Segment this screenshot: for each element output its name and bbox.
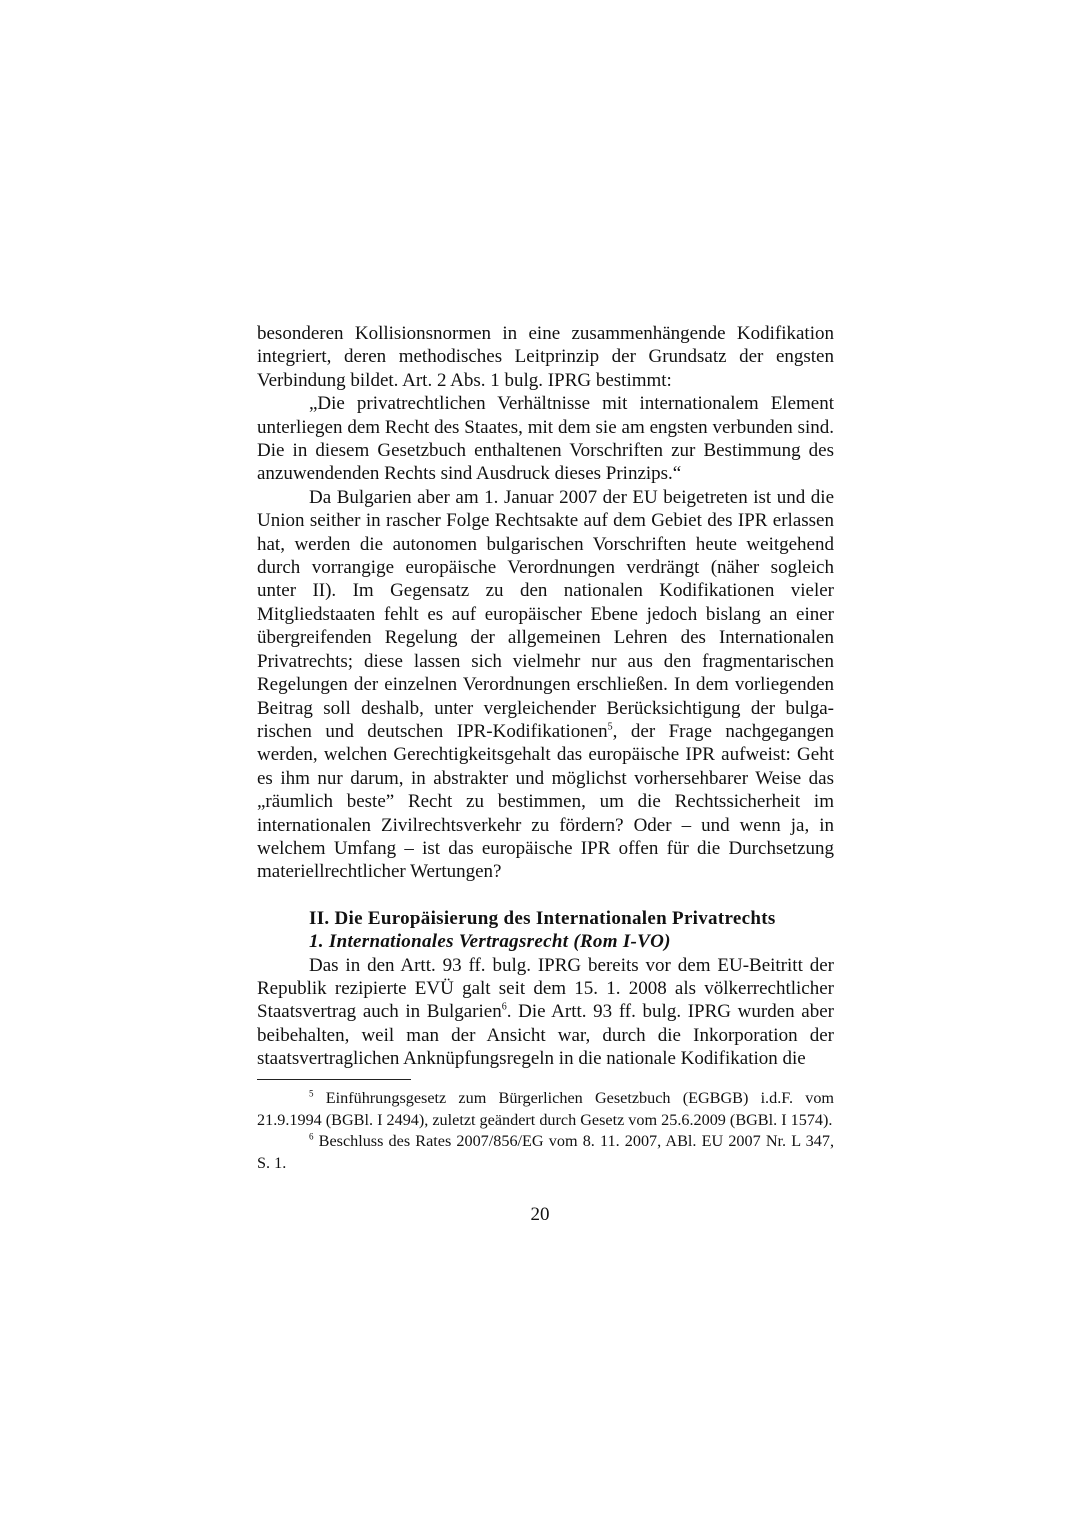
section-heading: II. Die Europäisierung des Internationalen Privatrechts bbox=[309, 907, 776, 929]
paragraph-eu-accession bbox=[257, 486, 834, 884]
footnote-5-text: Einführungsgesetz zum Bürgerlichen Gesetzbuch (EGBGB) i.d.F. vom 21.9.1994 (BGBl. I 2494), zuletzt geändert durch Gesetz vom 25.6.2009 (BGBl. I 1574). bbox=[257, 1089, 835, 1129]
subsection-heading: 1. Internationales Vertragsrecht (Rom I-VO) bbox=[309, 931, 671, 953]
paragraph-eu-accession-part2: , der Frage nachgegangen werden, welchen Gerechtigkeitsgehalt das europäische IPR aufweist: Geht es ihm nur darum, in abstrakter und möglichst vorhersehbarer Weise das „räumlich beste” Recht zu bestimmen, um die Rechtssicherheit im internationalen Zivilrechtsverkehr zu fördern? Oder – und wenn ja, in welchem Umfang – ist das europäische IPR offen für die Durchsetzung materiellrechtlicher Wertungen? bbox=[257, 720, 835, 883]
paragraph-contract-law-part1: Das in den Artt. 93 ff. bulg. IPRG bereits vor dem EU-Beitritt der Republik rezipierte EVÜ galt seit dem 15. 1. 2008 als völkerrechtlicher Staatsvertrag auch in Bulgarien bbox=[257, 954, 834, 1023]
paragraph-contract-law bbox=[257, 954, 834, 1071]
paragraph-contract-law-part2: . Die Artt. 93 ff. bulg. IPRG wurden aber beibehalten, weil man der Ansicht war, durch die Inkorporation der staatsvertraglichen Anknüpfungsregeln in die nationale Kodifikation die bbox=[257, 1001, 834, 1070]
quotation-paragraph: „Die privatrechtlichen Verhältnisse mit internationalem Element unterliegen dem Recht des Staates, mit dem sie am engsten verbunden sind. Die in diesem Gesetzbuch enthaltenen Vorschriften zur Bestimmung des anzuwendenden Rechts sind Ausdruck dieses Prinzips.“ bbox=[257, 393, 834, 485]
footnote-ref-5[interactable]: 5 bbox=[607, 721, 613, 733]
footnotes bbox=[257, 1088, 834, 1174]
page-number: 20 bbox=[530, 1204, 550, 1225]
footnote-5 bbox=[257, 1088, 834, 1131]
footnote-separator bbox=[257, 1079, 411, 1080]
footnote-marker-6: 6 bbox=[309, 1131, 314, 1142]
footnote-ref-6[interactable]: 6 bbox=[501, 1002, 507, 1014]
footnote-6 bbox=[257, 1131, 834, 1174]
main-text-block bbox=[257, 322, 834, 1071]
footnote-marker-5: 5 bbox=[309, 1088, 314, 1099]
footnote-6-text: Beschluss des Rates 2007/856/EG vom 8. 11. 2007, ABl. EU 2007 Nr. L 347, S. 1. bbox=[257, 1132, 835, 1172]
paragraph-intro: besonderen Kollisionsnormen in eine zusammenhängende Kodifikation integriert, deren methodisches Leitprinzip der Grundsatz der engsten Verbindung bildet. Art. 2 Abs. 1 bulg. IPRG bestimmt: bbox=[257, 323, 834, 391]
paragraph-eu-accession-part1: Da Bulgarien aber am 1. Januar 2007 der EU beigetreten ist und die Union seither in rascher Folge Rechtsakte auf dem Gebiet des IPR erlassen hat, werden die autonomen bulgarischen Vorschriften heute weitgehend durch vorrangige europäische Verordnungen verdrängt (näher sogleich unter II). Im Gegensatz zu den nationalen Kodifikationen vieler Mitgliedstaaten fehlt es auf europäischer Ebene jedoch bislang an einer übergreifenden Regelung der allgemeinen Lehren des Internationalen Privatrechts; diese lassen sich vielmehr nur aus den fragmentarischen Regelungen der einzelnen Verordnungen erschließen. In dem vorliegenden Beitrag soll deshalb, unter vergleichender Berücksichtigung der bulgarischen und deutschen IPR-Kodifikationen bbox=[257, 486, 834, 742]
